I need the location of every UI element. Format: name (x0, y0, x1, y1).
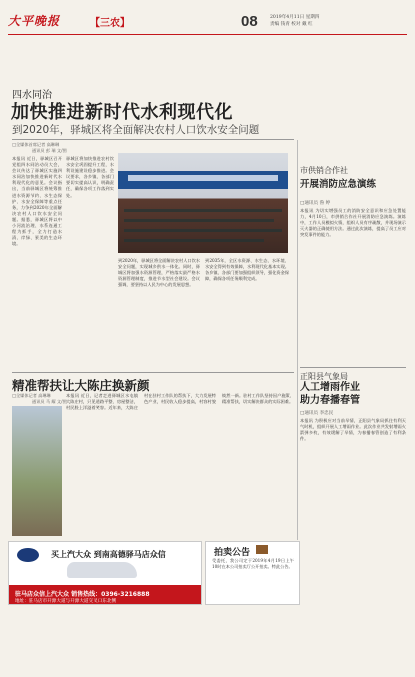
byline-secondary: 通讯员 彭 瑞 文/图 (32, 148, 67, 153)
brand-logo-icon (17, 548, 39, 562)
byline: □全媒体首席记者 高琳琳 (12, 142, 60, 147)
article-kicker: 四水同治 (12, 90, 52, 101)
side-article-2-title-line2: 助力春播春管 (300, 395, 360, 406)
gavel-icon (256, 545, 268, 554)
article-photo (118, 153, 288, 253)
photo-row (124, 239, 264, 242)
side-article-2-title-line1: 人工增雨作业 (300, 382, 360, 393)
editor-line: 责编 钱青 校对 戴 红 (270, 22, 313, 27)
divider (12, 372, 294, 373)
side-article-body: 本报讯 为切实增强员工的消防安全意识和应急处置能力，4月10日，市供销合作社开展消防应急演练。演练中，工作人员模拟火情，组织人员有序疏散，并现场演示灭火器的正确使用方法。通过此次演练，提高了员工应对突发事件的能力。 (300, 208, 406, 238)
side-article-2-body: 本报讯 为积极应对当前旱情，正阳县气象局抓住有利天气时机，组织开展人工增雨作业。此次作业共发射增雨火箭弹多枚，有效缓解了旱情，为春播春管创造了有利条件。 (300, 418, 406, 442)
side-article-byline: □通讯员 鲁 婷 (300, 201, 331, 206)
lower-byline: □全媒体记者 高琳琳 (12, 393, 51, 398)
article-column-1: 本报讯 近日，驿城区召开党组四水同治动员大会，会议传达了驿城区实施四水同治加快推进新时代水利现代化的意见。会议指出，当前驿城区将统筹推进水资源节约、水生态保护、水安全保障等重点任务，力争到2020年全面解决农村人口饮水安全问题。据悉，驿城区将以中小河流治理、水系连通工程为抓手，全力打造水清、岸绿、景美的生态环境。 (12, 156, 62, 247)
divider (12, 139, 294, 140)
date-info (270, 14, 319, 28)
ad-address: 地址：驻马店市开源大道与开源大道交叉口东北侧 (15, 599, 117, 604)
lower-photo (12, 406, 62, 536)
photo-banner-text (128, 175, 278, 181)
photo-row (124, 219, 274, 222)
newspaper-logo: 大平晚报 (8, 14, 61, 28)
article-column-4: 到2035年，全区水资源、水生态、水环境、水安全得到有效保障，水利现代化基本实现。各乡镇、各部门要加强组织领导，强化资金保障，确保各项任务顺利完成。 (205, 258, 289, 282)
date-line: 2019年4月11日 星期四 (270, 15, 320, 20)
side-article-head: 市供销合作社 (300, 166, 348, 175)
side-article-title: 开展消防应急演练 (300, 179, 377, 190)
car-image-icon (67, 562, 137, 578)
photo-row (124, 209, 282, 212)
page-number: 08 (241, 13, 258, 30)
main-subhead: 到2020年，驿城区将全面解决农村人口饮水安全问题 (12, 124, 260, 136)
divider (300, 367, 406, 368)
lower-article-body: 本报讯 近日，记者走进驿城区水屯镇大陈庄村，只见道路平整、房屋整洁，村民脸上洋溢着笑容。近年来，大陈庄村在驻村工作队的帮扶下，大力发展特色产业，村民收入稳步提高，村容村貌焕然一新。驻村工作队坚持因户施策、精准帮扶，切实解决群众的实际困难。 (66, 393, 294, 411)
article-column-3: 到2020年，驿城区将全面解决农村人口饮水安全问题，实现城乡供水一体化。同时，驿城区将加强水资源管理，严格落实最严格水资源管理制度，推进节水型社会建设。会议强调，要坚持以人民为中心的发展思想。 (118, 258, 200, 288)
auction-title: 拍卖公告 (214, 548, 251, 558)
masthead (8, 8, 407, 35)
ad-phone: 驻马店众信上汽大众 销售热线：0396-3216888 (15, 591, 150, 598)
article-column-2: 驿城区将加快推进农村饮水安全巩固提升工程，水利设施建设稳步推进。会议要求，各乡镇、各部门要切实提高认识，明确责任，确保各项工作落到实处。 (66, 156, 114, 198)
ad-title: 买上汽大众 到南高德驿马店众信 (51, 550, 166, 559)
section-label: 【三农】 (90, 18, 130, 29)
side-article-2-title (300, 381, 360, 407)
photo-row (124, 229, 282, 232)
main-headline: 加快推进新时代水利现代化 (11, 102, 233, 123)
lower-byline-secondary: 通讯员 马 耀 文/图 (32, 399, 67, 404)
auction-text: 受委托，我公司定于2019年4月19日上午10时在本公司拍卖厅公开拍卖。特此公告。 (212, 558, 294, 570)
car-advertisement (8, 541, 202, 605)
lower-headline: 精准帮扶让大陈庄换新颜 (12, 378, 150, 393)
column-divider (297, 140, 298, 540)
side-article-2-head: 正阳县气象局 (300, 372, 348, 381)
auction-notice (205, 541, 300, 605)
side-article-2-byline: □通讯员 李忠民 (300, 411, 334, 416)
